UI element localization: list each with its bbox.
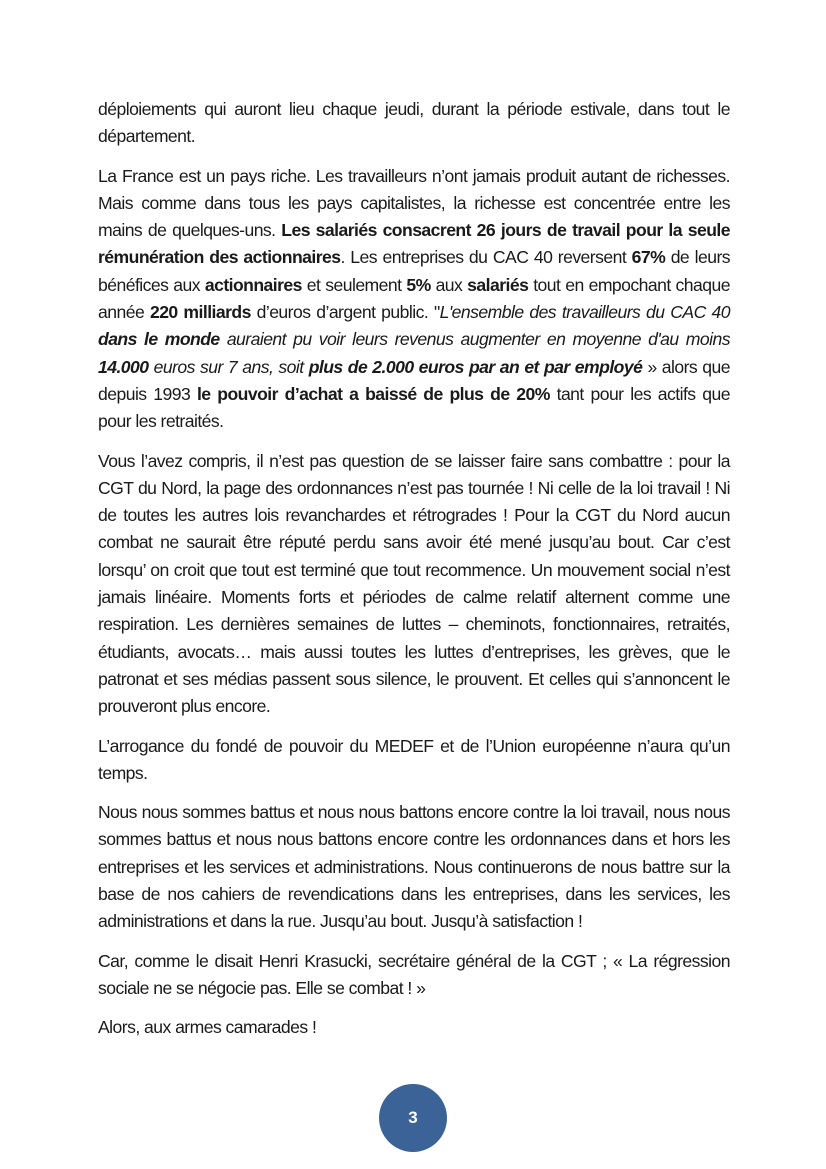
text-run: et seulement	[301, 274, 407, 295]
text-run: actionnaires	[204, 274, 302, 295]
text-run: L'ensemble des travailleurs du CAC 40	[439, 302, 731, 323]
paragraph-deploiements	[98, 96, 730, 151]
text-run: L’arrogance du fondé de pouvoir du MEDEF et de l’Union européenne n’aura qu’un temps.	[98, 735, 730, 783]
text-run: Vous l’avez compris, il n’est pas question de se laisser faire sans combattre : pour la CGT du Nord, la page des ordonnances n’est pas tournée ! Ni celle de la loi travail ! Ni de toutes les autres lois revanchardes et rétrogrades ! Pour la CGT du Nord aucun combat ne saurait être réputé perdu sans avoir été mené jusqu’au bout. Car c’est lorsqu’ on croit que tout est terminé que tout recommence. Un mouvement social n’est jamais linéaire. Moments forts et périodes de calme relatif alternent comme une respiration. Les dernières semaines de luttes – cheminots, fonctionnaires, retraités, étudiants, avocats… mais aussi toutes les luttes d’entreprises, les grèves, que le patronat et ses médias passent sous silence, le prouvent. Et celles qui s’annoncent le prouveront plus encore.	[98, 450, 730, 717]
text-run: euros sur 7 ans, soit	[148, 356, 309, 377]
text-run: 67%	[631, 247, 666, 268]
text-run: tout en empochant chaque année	[98, 274, 730, 323]
text-run: le pouvoir d’achat a baissé de plus de 20%	[196, 383, 550, 404]
text-run: Alors, aux armes camarades !	[98, 1017, 317, 1038]
text-run: Les salariés consacrent 26 jours de travail pour la seule rémunération des actionnaires	[98, 220, 730, 268]
paragraph-krasucki	[98, 948, 730, 1003]
text-run: 14.000	[98, 356, 149, 377]
text-run: salariés	[467, 274, 529, 295]
paragraph-conclusion	[98, 1014, 730, 1041]
paragraph-combat	[98, 448, 730, 721]
paragraph-luttes	[98, 799, 730, 935]
text-run: 220 milliards	[149, 302, 251, 323]
text-run: déploiements qui auront lieu chaque jeudi, durant la période estivale, dans tout le département.	[98, 99, 730, 147]
text-run: Nous nous sommes battus et nous nous battons encore contre la loi travail, nous nous sommes battus et nous nous battons encore contre les ordonnances dans et hors les entreprises et les services et administrations. Nous continuerons de nous battre sur la base de nos cahiers de revendications dans les entreprises, dans les services, les administrations et dans la rue. Jusqu’au bout. Jusqu’à satisfaction !	[98, 802, 730, 932]
text-run: dans le monde	[98, 329, 220, 350]
text-run: La France est un pays riche. Les travailleurs n’ont jamais produit autant de richesses. Mais comme dans tous les pays capitalistes, la richesse est concentrée entre les mains de quelques-uns.	[98, 165, 730, 241]
text-run: d’euros d’argent public. "	[250, 302, 440, 323]
text-run: aux	[430, 274, 468, 295]
text-run: plus de 2.000 euros par an et par employé	[308, 356, 643, 377]
page-number-badge	[379, 1084, 447, 1152]
text-run: Car, comme le disait Henri Krasucki, secrétaire général de la CGT ; « La régression sociale ne se négocie pas. Elle se combat ! »	[98, 950, 730, 998]
text-run: tant pour les actifs que pour les retraités.	[98, 383, 730, 432]
page-number: 3	[408, 1108, 418, 1127]
text-run: 5%	[406, 274, 431, 295]
text-run: . Les entreprises du CAC 40 reversent	[340, 247, 632, 268]
text-run: auraient pu voir leurs revenus augmenter en moyenne d'au moins	[219, 329, 730, 350]
text-run: de leurs bénéfices aux	[98, 247, 731, 295]
paragraph-richesse	[98, 163, 730, 436]
text-run: » alors que depuis 1993	[98, 356, 730, 404]
document-body	[98, 96, 730, 1054]
paragraph-arrogance	[98, 733, 730, 788]
